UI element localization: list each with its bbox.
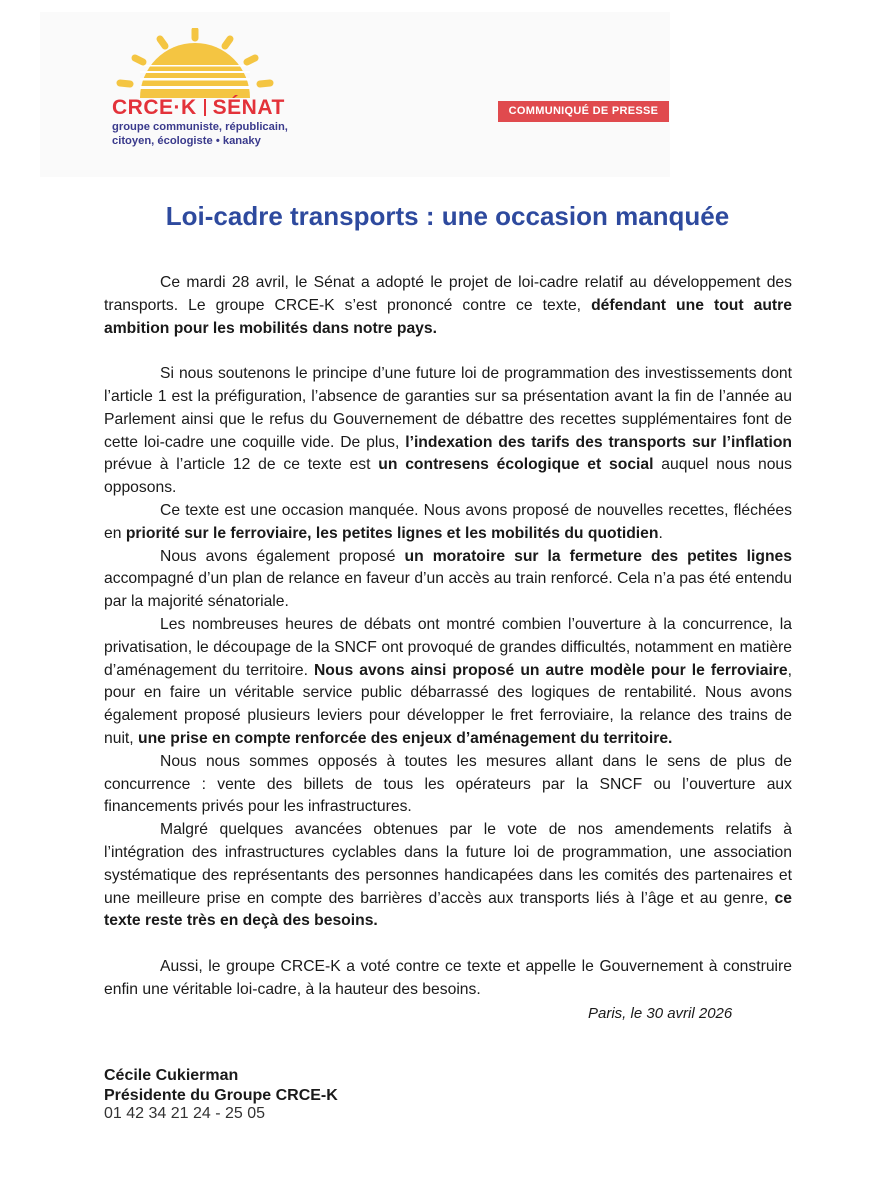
text-run: Nous avons également proposé	[160, 547, 405, 565]
text-run: .	[658, 524, 663, 542]
text-run: Malgré quelques avancées obtenues par le vote de nos amendements relatifs à l’intégration des infrastructures cyclables dans la future loi de programmation, une association systématique des représentants des personnes handicapées dans les comités des partenaires et une meilleure prise en compte des barrières d’accès aux transports liés à l’âge et au genre,	[104, 821, 792, 907]
bold-text: un moratoire sur la fermeture des petites lignes	[404, 547, 792, 565]
bold-text: l’indexation des tarifs des transports sur l’inflation	[405, 433, 792, 451]
dateline: Paris, le 30 avril 2026	[588, 1005, 733, 1022]
body-paragraph	[104, 614, 792, 751]
press-release-badge: COMMUNIQUÉ DE PRESSE	[498, 101, 669, 122]
bold-text: un contresens écologique et social	[378, 456, 654, 474]
body-paragraph	[104, 546, 792, 614]
logo-name-left: CRCE·K	[112, 96, 197, 119]
text-run: Ce texte est une occasion manquée. Nous avons proposé de nouvelles recettes, fléchées en	[104, 501, 792, 542]
logo-subtitle-line-1: groupe communiste, républicain,	[112, 121, 288, 133]
text-run: Aussi, le groupe CRCE-K a voté contre ce texte et appelle le Gouvernement à construire enfin une véritable loi-cadre, à la hauteur des besoins.	[104, 957, 792, 998]
bold-text: ce texte reste très en deçà des besoins.	[104, 889, 792, 930]
text-run: Ce mardi 28 avril, le Sénat a adopté le projet de loi-cadre relatif au développement des transports. Le groupe CRCE-K s’est prononcé contre ce texte,	[104, 274, 792, 314]
logo-name-right: SÉNAT	[212, 96, 285, 119]
body-paragraph	[104, 956, 792, 1002]
signature-phone: 01 42 34 21 24 - 25 05	[104, 1105, 266, 1122]
text-run: Les nombreuses heures de débats ont montré combien l’ouverture à la concurrence, la privatisation, le découpage de la SNCF ont provoqué de grandes difficultés, notamment en matière d’aménagement du territoire.	[104, 615, 792, 679]
signature-role: Présidente du Groupe CRCE-K	[104, 1087, 338, 1104]
sun-logo-icon	[110, 28, 280, 98]
text-run: prévue à l’article 12 de ce texte est	[104, 456, 379, 474]
body-paragraph	[104, 500, 792, 546]
text-run: , pour en faire un véritable service public débarrassé des logiques de rentabilité. Nous avons également proposé plusieurs leviers pour développer le fret ferroviaire, la relance des trains de nuit,	[104, 661, 792, 747]
signature-name: Cécile Cukierman	[104, 1067, 239, 1084]
body-paragraph	[104, 819, 792, 933]
body-paragraph	[104, 363, 792, 500]
body-paragraph	[104, 751, 792, 819]
bold-text: défendant une tout autre ambition pour les mobilités dans notre pays.	[104, 296, 792, 337]
text-run: accompagné d’un plan de relance en faveur d’un accès au train renforcé. Cela n’a pas été entendu par la majorité sénatoriale.	[104, 570, 792, 611]
logo-wordmark	[112, 96, 285, 120]
body-paragraph	[104, 272, 792, 340]
logo-separator	[204, 99, 206, 116]
text-run: auquel nous nous opposons.	[104, 456, 792, 497]
bold-text: priorité sur le ferroviaire, les petites lignes et les mobilités du quotidien	[125, 524, 659, 542]
text-run: Nous nous sommes opposés à toutes les mesures allant dans le sens de plus de concurrence : vente des billets de tous les opérateurs par la SNCF ou l’ouverture aux financements privés pour les infrastructures.	[104, 752, 792, 816]
page-title: Loi-cadre transports : une occasion manquée	[165, 201, 730, 231]
logo-subtitle-line-2: citoyen, écologiste • kanaky	[112, 135, 261, 147]
bold-text: Nous avons ainsi proposé un autre modèle pour le ferroviaire	[313, 661, 788, 679]
body-text	[104, 272, 792, 1002]
bold-text: une prise en compte renforcée des enjeux d’aménagement du territoire.	[138, 729, 673, 747]
text-run: Si nous soutenons le principe d’une future loi de programmation des investissements dont l’article 1 est la préfiguration, l’absence de garanties sur sa présentation avant la fin de l’année au Parlement ainsi que le refus du Gouvernement de débattre des recettes supplémentaires font de cette loi-cadre une coquille vide. De plus,	[104, 365, 792, 451]
